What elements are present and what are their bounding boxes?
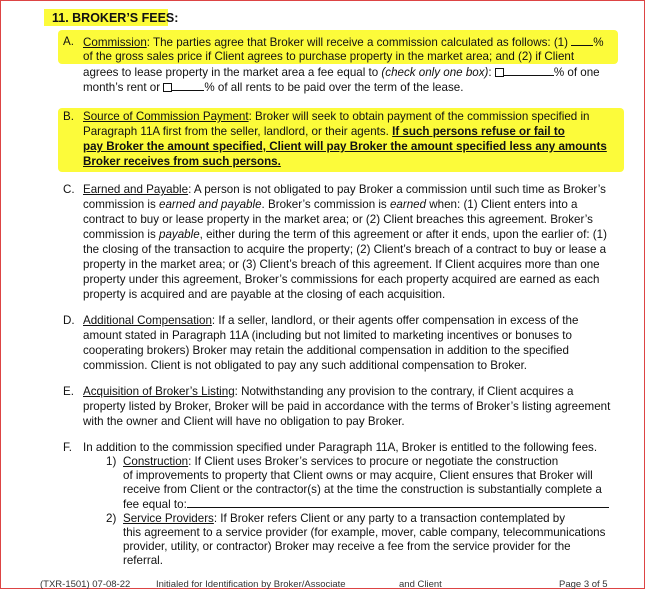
para-a-line-1: Commission: The parties agree that Broker will receive a commission calculated as follows: (1) % bbox=[83, 36, 604, 49]
para-c-line-3: contract to buy or lease property in the market area; or (2) Client breaches this agreement. Broker’s bbox=[83, 213, 593, 226]
para-c-line-4: commission is payable, either during the term of this agreement or after it ends, upon the earlier of: (1) bbox=[83, 228, 607, 241]
para-a-line-2: of the gross sales price if Client agrees to purchase property in the market area; and (2) if Client bbox=[83, 50, 575, 63]
para-c-line-2: commission is earned and payable. Broker’s commission is earned when: (1) Client enters into a bbox=[83, 198, 578, 211]
para-f-item-1-line-3: receive from Client or the contractor(s) at the time the construction is substantially complete a bbox=[123, 483, 602, 496]
footer-form-id: (TXR-1501) 07-08-22 bbox=[40, 579, 131, 590]
para-d-letter: D. bbox=[63, 314, 75, 327]
para-f-item-1-line-1: Construction: If Client uses Broker’s services to procure or negotiate the construction bbox=[123, 455, 559, 468]
para-f-item-1-heading: Construction bbox=[123, 455, 189, 468]
construction-fee-blank[interactable] bbox=[187, 497, 609, 508]
para-f-item-2-line-1: Service Providers: If Broker refers Client or any party to a transaction contemplated by bbox=[123, 512, 566, 525]
para-a-heading: Commission bbox=[83, 36, 147, 49]
para-b-letter: B. bbox=[63, 110, 74, 123]
lease-percent-blank[interactable] bbox=[504, 65, 554, 76]
footer-and-client: and Client bbox=[399, 579, 442, 590]
para-e-heading: Acquisition of Broker’s Listing bbox=[83, 385, 235, 398]
para-a-line-3: agrees to lease property in the market area a fee equal to (check only one box): % of one bbox=[83, 66, 600, 79]
para-e-letter: E. bbox=[63, 385, 74, 398]
para-f-item-1-line-2: of improvements to property that Client owns or may acquire, Client ensures that Broker will bbox=[123, 469, 593, 482]
para-c-letter: C. bbox=[63, 183, 75, 196]
rents-percent-blank[interactable] bbox=[172, 80, 204, 91]
para-f-item-2-line-4: referral. bbox=[123, 554, 163, 567]
para-f-item-2-line-3: provider, utility, or contractor) Broker may receive a fee from the service provider for the bbox=[123, 540, 571, 553]
para-c-line-5: the closing of the transaction to acquire the property; (2) Client’s breach of a contract to buy or lease a bbox=[83, 243, 607, 256]
footer-initials-label: Initialed for Identification by Broker/Associate bbox=[156, 579, 346, 590]
para-d-heading: Additional Compensation bbox=[83, 314, 212, 327]
para-d-line-1: Additional Compensation: If a seller, landlord, or their agents offer compensation in excess of the bbox=[83, 314, 579, 327]
rents-percent-checkbox[interactable] bbox=[163, 83, 172, 92]
commission-percent-blank[interactable] bbox=[571, 35, 593, 46]
para-c-line-1: Earned and Payable: A person is not obligated to pay Broker a commission until such time as Broker’s bbox=[83, 183, 606, 196]
para-f-item-2-heading: Service Providers bbox=[123, 512, 214, 525]
para-f-item-2-line-2: this agreement to a service provider (for example, mover, cable company, telecommunications bbox=[123, 526, 606, 539]
para-e-line-1: Acquisition of Broker’s Listing: Notwithstanding any provision to the contrary, if Client acquires a bbox=[83, 385, 574, 398]
para-e-line-3: with the owner and Client will have no obligation to pay Broker. bbox=[83, 415, 405, 428]
para-b-line-3: pay Broker the amount specified, Client will pay Broker the amount specified less any amounts bbox=[83, 140, 607, 153]
section-title: 11. BROKER’S FEES: bbox=[52, 11, 179, 25]
para-c-heading: Earned and Payable bbox=[83, 183, 189, 196]
para-d-line-3: cooperating brokers) Broker may retain the additional compensation in addition to the specified bbox=[83, 344, 569, 357]
footer-page-number: Page 3 of 5 bbox=[559, 579, 608, 590]
para-b-line-2: Paragraph 11A first from the seller, landlord, or their agents. If such persons refuse or fail to bbox=[83, 125, 565, 138]
para-d-line-2: amount stated in Paragraph 11A (including but not limited to marketing incentives or bonuses to bbox=[83, 329, 572, 342]
para-b-line-4: Broker receives from such persons. bbox=[83, 155, 281, 168]
para-a-line-4: month’s rent or % of all rents to be paid over the term of the lease. bbox=[83, 81, 464, 94]
para-f-item-1-num: 1) bbox=[106, 455, 117, 468]
para-a-letter: A. bbox=[63, 35, 74, 48]
para-f-intro: In addition to the commission specified under Paragraph 11A, Broker is entitled to the following fees. bbox=[83, 441, 598, 454]
para-e-line-2: property listed by Broker, Broker will be paid in accordance with the terms of Broker’s listing agreement bbox=[83, 400, 611, 413]
para-c-line-6: property in the market area; or (3) Client’s breach of this agreement. If Client acquires more than one bbox=[83, 258, 600, 271]
para-d-line-4: commission. Client is not obligated to pay any such additional compensation to Broker. bbox=[83, 359, 528, 372]
para-f-item-1-line-4: fee equal to: bbox=[123, 497, 609, 512]
para-b-line-1: Source of Commission Payment: Broker will seek to obtain payment of the commission specified in bbox=[83, 110, 590, 123]
para-c-line-8: property is acquired and are payable at the closing of each acquisition. bbox=[83, 288, 446, 301]
para-f-item-2-num: 2) bbox=[106, 512, 117, 525]
para-f-letter: F. bbox=[63, 441, 73, 454]
para-c-line-7: property under this agreement, Broker’s commissions for each property acquired are earned as each bbox=[83, 273, 600, 286]
para-b-heading: Source of Commission Payment bbox=[83, 110, 249, 123]
lease-percent-checkbox[interactable] bbox=[495, 68, 504, 77]
